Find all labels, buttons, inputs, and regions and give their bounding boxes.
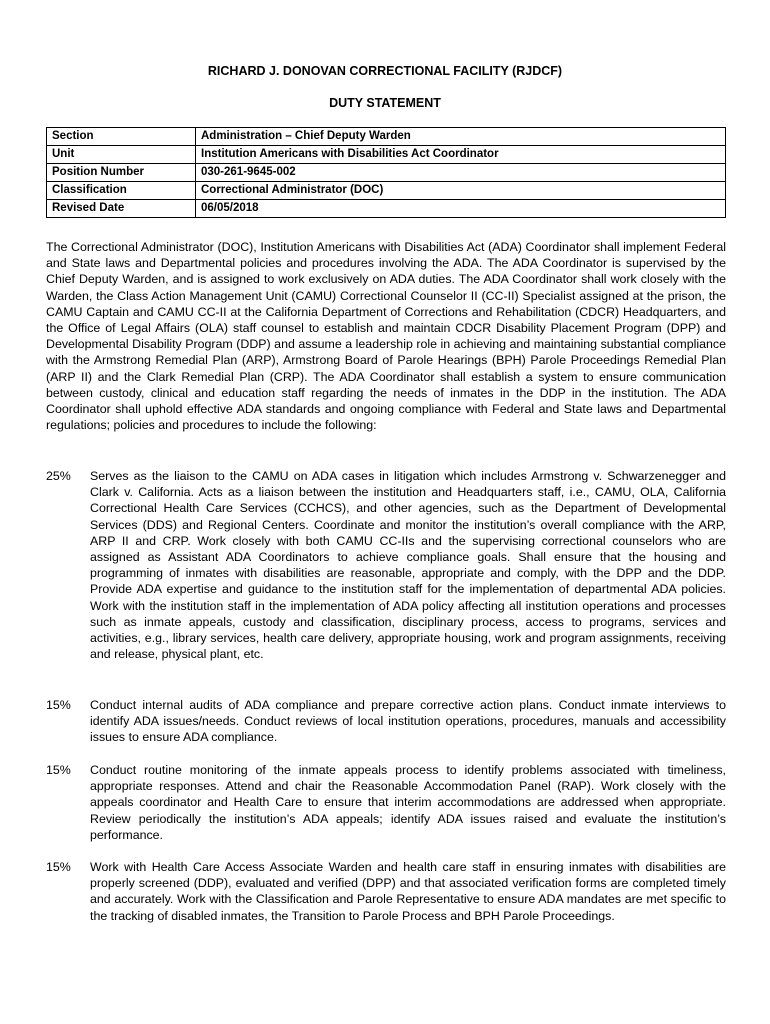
- position-number-label: Position Number: [47, 164, 196, 182]
- revised-date-value: 06/05/2018: [196, 200, 726, 218]
- table-row: [47, 182, 726, 200]
- position-number-value: 030-261-9645-002: [196, 164, 726, 182]
- position-info-table: [46, 127, 726, 218]
- table-row: [47, 200, 726, 218]
- section-value: Administration – Chief Deputy Warden: [196, 128, 726, 146]
- classification-value: Correctional Administrator (DOC): [196, 182, 726, 200]
- duty-item: [46, 859, 726, 924]
- section-label: Section: [47, 128, 196, 146]
- duty-percent: 15%: [46, 763, 71, 777]
- intro-paragraph: The Correctional Administrator (DOC), Institution Americans with Disabilities Act (ADA) Coordinator shall implement Federal and State laws and Departmental policies and procedures involving the ADA. The ADA Coordinator is supervised by the Chief Deputy Warden, and is assigned to work exclusively on ADA duties. The ADA Coordinator shall work closely with the Warden, the Class Action Management Unit (CAMU) Correctional Counselor II (CC-II) Specialist assigned at the prison, the CAMU Captain and CAMU CC-II at the California Department of Corrections and Rehabilitation (CDCR) Headquarters, and the Office of Legal Affairs (OLA) staff counsel to establish and maintain CDCR Disability Placement Program (DPP) and Developmental Disability Program (DDP) and assume a leadership role in achieving and maintaining substantial compliance with the Armstrong Remedial Plan (ARP), Armstrong Board of Parole Hearings (BPH) Parole Proceedings Remedial Plan (ARP II) and the Clark Remedial Plan (CRP). The ADA Coordinator shall establish a system to ensure communication between custody, clinical and education staff regarding the needs of inmates in the DDP in the institution. The ADA Coordinator shall uphold effective ADA standards and ongoing compliance with Federal and State laws and Departmental regulations; policies and procedures to include the following:: [46, 240, 726, 433]
- table-row: [47, 164, 726, 182]
- duty-text: Conduct internal audits of ADA compliance and prepare corrective action plans. Conduct inmate interviews to identify ADA issues/needs. Conduct reviews of local institution operations, procedures, manuals and accessibility issues to ensure ADA compliance.: [90, 698, 726, 745]
- classification-label: Classification: [47, 182, 196, 200]
- revised-date-label: Revised Date: [47, 200, 196, 218]
- unit-label: Unit: [47, 146, 196, 164]
- table-row: [47, 146, 726, 164]
- unit-value: Institution Americans with Disabilities Act Coordinator: [196, 146, 726, 164]
- duty-item: [46, 468, 726, 662]
- facility-heading: RICHARD J. DONOVAN CORRECTIONAL FACILITY (RJDCF): [207, 64, 563, 78]
- duty-text: Conduct routine monitoring of the inmate appeals process to identify problems associated with timeliness, appropriate responses. Attend and chair the Reasonable Accommodation Panel (RAP). Work closely with the appeals coordinator and Health Care to ensure that interim accommodations are addressed when appropriate. Review periodically the institution’s ADA appeals; identify ADA issues raised and evaluate the institution’s performance.: [90, 763, 726, 842]
- duty-percent: 15%: [46, 698, 71, 712]
- duty-text: Work with Health Care Access Associate Warden and health care staff in ensuring inmates with disabilities are properly screened (DDP), evaluated and verified (DPP) and that associated verification forms are completed timely and accurately. Work with the Classification and Parole Representative to ensure ADA mandates are met specific to the tracking of disabled inmates, the Transition to Parole Process and BPH Parole Proceedings.: [90, 860, 726, 923]
- duty-text: Serves as the liaison to the CAMU on ADA cases in litigation which includes Armstrong v. Schwarzenegger and Clark v. California. Acts as a liaison between the institution and Headquarters staff, i.e., CAMU, OLA, California Correctional Health Care Services (CCHCS), and other agencies, such as the Department of Developmental Services (DDS) and Regional Centers. Coordinate and monitor the institution’s overall compliance with the ARP, ARP II and CRP. Work closely with both CAMU CC-IIs and the supervising correctional counselors who are assigned as Assistant ADA Coordinators to achieve compliance goals. Shall ensure that the housing and programming of inmates with disabilities are reasonable, appropriate and comply, with the DPP and the DDP. Provide ADA expertise and guidance to the institution staff for the implementation of departmental ADA policies. Work with the institution staff in the implementation of ADA policy affecting all institution operations and processes such as inmate appeals, custody and classification, disciplinary process, access to programs, services and activities, e.g., library services, health care delivery, appropriate housing, work and program assignments, receiving and release, physical plant, etc.: [90, 469, 726, 662]
- duty-item: [46, 697, 726, 746]
- duty-percent: 25%: [46, 469, 71, 483]
- duty-percent: 15%: [46, 860, 71, 874]
- duty-item: [46, 762, 726, 843]
- document-title: DUTY STATEMENT: [329, 96, 441, 110]
- table-row: [47, 128, 726, 146]
